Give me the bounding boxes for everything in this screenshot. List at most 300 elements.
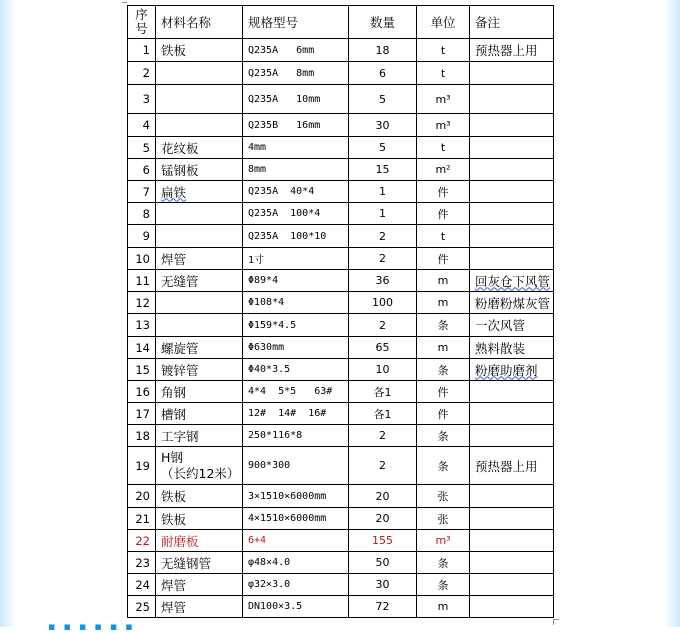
- row-quantity: [349, 225, 417, 248]
- row-serial-number: [128, 381, 156, 403]
- row-remarks: [470, 447, 554, 485]
- row-spec: [243, 596, 349, 618]
- row-serial-number-text: 13: [135, 318, 150, 332]
- row-unit: [417, 359, 470, 381]
- row-quantity: [349, 203, 417, 225]
- row-material-name: [156, 403, 243, 425]
- row-serial-number: [128, 359, 156, 381]
- row-spec: [243, 359, 349, 381]
- row-spec-text: 4*4 5*5 63#: [248, 386, 333, 397]
- row-quantity-text: 155: [372, 534, 393, 547]
- row-spec: [243, 530, 349, 552]
- table-row: [128, 552, 554, 574]
- header-remarks: 备注: [470, 6, 554, 39]
- row-unit: [417, 62, 470, 85]
- row-unit-text: m: [437, 341, 449, 354]
- table-row: [128, 225, 554, 248]
- row-remarks: [470, 337, 554, 359]
- row-serial-number: [128, 39, 156, 62]
- row-spec: [243, 485, 349, 508]
- row-material-name-text: 铁板: [161, 489, 187, 504]
- row-material-name: [156, 292, 243, 314]
- row-quantity-text: 10: [375, 363, 390, 376]
- row-material-name-text: 焊管: [161, 577, 187, 593]
- row-spec: [243, 314, 349, 337]
- row-spec: [243, 85, 349, 114]
- row-material-name: [156, 270, 243, 292]
- row-serial-number-text: 18: [135, 428, 150, 443]
- header-unit: 单位: [417, 6, 470, 39]
- row-quantity: [349, 114, 417, 137]
- row-quantity: [349, 181, 417, 203]
- row-material-name: [156, 359, 243, 381]
- row-remarks-text: 粉磨粉煤灰管: [475, 295, 551, 311]
- row-unit: [417, 425, 470, 447]
- row-serial-number-text: 15: [135, 362, 150, 377]
- header-spec: 规格型号: [243, 6, 349, 39]
- page-edge-right: [664, 0, 680, 627]
- table-row: [128, 62, 554, 85]
- row-spec-text: Φ89*4: [248, 275, 279, 286]
- row-material-name-text: 锰钢板: [161, 162, 199, 178]
- row-spec: [243, 381, 349, 403]
- row-unit-text: t: [440, 229, 446, 243]
- row-serial-number-text: 14: [135, 340, 150, 355]
- row-material-name: [156, 225, 243, 248]
- row-unit: [417, 314, 470, 337]
- row-unit-text: m³: [435, 534, 451, 547]
- row-spec-text: 8mm: [248, 164, 267, 175]
- row-unit: [417, 85, 470, 114]
- material-name-line1: H钢: [161, 449, 183, 465]
- table-row: [128, 314, 554, 337]
- row-quantity: [349, 574, 417, 596]
- table-row: [128, 39, 554, 62]
- row-serial-number: [128, 403, 156, 425]
- row-serial-number-text: 4: [142, 118, 150, 132]
- row-remarks: [470, 574, 554, 596]
- row-spec-text: 900*300: [248, 460, 291, 471]
- row-remarks: [470, 403, 554, 425]
- row-serial-number: [128, 530, 156, 552]
- row-serial-number-text: 7: [142, 184, 150, 199]
- row-quantity: [349, 159, 417, 181]
- row-spec-text: Q235A 6mm: [248, 44, 315, 56]
- row-unit: [417, 337, 470, 359]
- row-serial-number: [128, 574, 156, 596]
- row-spec: [243, 181, 349, 203]
- row-quantity-text: 5: [379, 92, 386, 106]
- table-row: [128, 530, 554, 552]
- row-quantity-text: 36: [375, 274, 390, 287]
- row-quantity-text: 18: [375, 43, 390, 57]
- row-unit: [417, 530, 470, 552]
- row-material-name: [156, 574, 243, 596]
- row-remarks-text: 预热器上用: [475, 458, 538, 474]
- row-quantity: [349, 248, 417, 270]
- row-remarks: [470, 508, 554, 530]
- row-material-name-text: 铁板: [161, 43, 187, 58]
- row-quantity: [349, 39, 417, 62]
- row-remarks: [470, 596, 554, 618]
- row-quantity: [349, 381, 417, 403]
- row-unit-text: t: [440, 43, 446, 57]
- row-spec: [243, 159, 349, 181]
- row-quantity-text: 2: [379, 318, 386, 332]
- row-serial-number-text: 21: [135, 511, 150, 526]
- row-spec-text: Q235A 100*10: [248, 230, 327, 242]
- row-spec-text: 3×1510×6000mm: [248, 490, 327, 502]
- row-serial-number: [128, 552, 156, 574]
- row-material-name: [156, 425, 243, 447]
- row-unit: [417, 508, 470, 530]
- row-remarks: [470, 181, 554, 203]
- row-serial-number-text: 23: [135, 555, 150, 570]
- row-spec: [243, 574, 349, 596]
- table-row: [128, 292, 554, 314]
- row-unit-text: t: [440, 66, 446, 80]
- row-remarks-text: 预热器上用: [475, 43, 538, 58]
- row-serial-number: [128, 114, 156, 137]
- row-material-name: [156, 62, 243, 85]
- row-serial-number-text: 5: [142, 140, 150, 155]
- row-unit-text: 件: [437, 252, 449, 266]
- row-spec-text: 6+4: [248, 535, 267, 546]
- row-serial-number-text: 9: [142, 229, 150, 243]
- row-unit-text: m²: [435, 163, 451, 176]
- table-row: [128, 337, 554, 359]
- table-body: [128, 39, 554, 618]
- row-remarks: [470, 359, 554, 381]
- row-serial-number-text: 11: [135, 273, 150, 288]
- row-remarks-text: 熟料散装: [475, 340, 526, 356]
- row-unit: [417, 270, 470, 292]
- row-remarks: [470, 62, 554, 85]
- row-quantity: [349, 403, 417, 425]
- row-quantity: [349, 530, 417, 552]
- row-quantity-text: 各1: [373, 385, 392, 399]
- row-unit: [417, 137, 470, 159]
- header-serial-number: [128, 6, 156, 39]
- row-unit: [417, 181, 470, 203]
- row-serial-number-text: 16: [135, 384, 150, 399]
- row-serial-number-text: 6: [142, 162, 150, 177]
- row-unit-text: 件: [437, 207, 449, 221]
- row-remarks-text: 一次风管: [475, 318, 526, 333]
- row-quantity-text: 15: [375, 163, 390, 176]
- row-spec: [243, 248, 349, 270]
- row-unit: [417, 574, 470, 596]
- row-serial-number: [128, 485, 156, 508]
- row-quantity-text: 65: [375, 341, 390, 354]
- row-unit: [417, 203, 470, 225]
- row-material-name-text: 工字钢: [161, 428, 199, 444]
- row-serial-number: [128, 337, 156, 359]
- row-unit-text: m: [437, 274, 449, 287]
- row-unit: [417, 381, 470, 403]
- row-remarks: [470, 485, 554, 508]
- row-unit-text: 件: [437, 185, 449, 199]
- row-quantity-text: 5: [379, 141, 386, 154]
- row-material-name: [156, 314, 243, 337]
- row-unit: [417, 225, 470, 248]
- row-spec-text: 12# 14# 16#: [248, 408, 327, 419]
- row-spec-text: Q235A 40*4: [248, 186, 315, 197]
- row-quantity-text: 50: [375, 556, 390, 569]
- row-remarks: [470, 203, 554, 225]
- row-material-name: [156, 552, 243, 574]
- row-serial-number-text: 19: [135, 458, 150, 473]
- row-serial-number: [128, 447, 156, 485]
- row-spec-text: 4mm: [248, 142, 267, 153]
- row-material-name-text: 花纹板: [161, 140, 199, 156]
- row-quantity-text: 2: [379, 429, 386, 442]
- row-spec: [243, 62, 349, 85]
- row-material-name-text: 扁铁: [161, 184, 187, 200]
- row-unit-text: 张: [437, 512, 449, 526]
- table-row: [128, 270, 554, 292]
- row-material-name: [156, 485, 243, 508]
- row-serial-number: [128, 314, 156, 337]
- row-unit-text: 条: [437, 363, 449, 377]
- table-corner-mark: [553, 619, 559, 625]
- row-spec-text: Q235B 16mm: [248, 119, 321, 131]
- row-quantity: [349, 596, 417, 618]
- row-quantity-text: 2: [379, 252, 386, 265]
- header-material-name: 材料名称: [156, 6, 243, 39]
- row-spec-text: DN100×3.5: [248, 601, 303, 612]
- row-remarks: [470, 381, 554, 403]
- row-material-name: [156, 114, 243, 137]
- row-quantity: [349, 270, 417, 292]
- row-spec: [243, 292, 349, 314]
- row-serial-number: [128, 62, 156, 85]
- row-unit-text: 条: [437, 459, 449, 473]
- row-unit: [417, 552, 470, 574]
- row-unit-text: m: [437, 296, 449, 309]
- row-remarks: [470, 530, 554, 552]
- row-remarks: [470, 248, 554, 270]
- row-spec: [243, 203, 349, 225]
- page-edge-left: [0, 0, 16, 627]
- row-spec: [243, 137, 349, 159]
- row-remarks: [470, 425, 554, 447]
- table-row: [128, 248, 554, 270]
- cutoff-link-text: ▪▪▪▪▪▪: [48, 620, 141, 633]
- row-remarks: [470, 39, 554, 62]
- row-serial-number-text: 3: [142, 92, 150, 106]
- row-quantity: [349, 137, 417, 159]
- row-unit-text: 条: [437, 578, 449, 592]
- row-material-name: [156, 181, 243, 203]
- row-quantity-text: 各1: [373, 407, 392, 421]
- row-material-name: [156, 596, 243, 618]
- header-quantity: 数量: [349, 6, 417, 39]
- row-unit-text: t: [440, 141, 446, 154]
- row-material-name-text: 耐磨板: [161, 533, 199, 549]
- row-serial-number: [128, 508, 156, 530]
- row-spec-text: Φ40*3.5: [248, 364, 291, 375]
- row-material-name-text: 螺旋管: [161, 340, 199, 356]
- row-remarks: [470, 85, 554, 114]
- table-row: [128, 425, 554, 447]
- row-unit: [417, 114, 470, 137]
- row-serial-number: [128, 270, 156, 292]
- row-serial-number-text: 25: [135, 599, 150, 614]
- row-remarks-text: 粉磨助磨剂: [475, 362, 538, 378]
- row-spec: [243, 508, 349, 530]
- row-serial-number: [128, 137, 156, 159]
- table-row: [128, 159, 554, 181]
- table-row: [128, 181, 554, 203]
- row-unit: [417, 485, 470, 508]
- row-remarks: [470, 114, 554, 137]
- row-material-name-text: 角钢: [161, 384, 187, 400]
- row-serial-number-text: 10: [135, 251, 150, 266]
- row-spec: [243, 552, 349, 574]
- row-material-name: [156, 85, 243, 114]
- row-serial-number: [128, 425, 156, 447]
- row-quantity: [349, 337, 417, 359]
- row-quantity-text: 72: [375, 600, 390, 613]
- row-unit-text: 条: [437, 319, 449, 332]
- table-row: [128, 403, 554, 425]
- header-serial-line2: 号: [135, 21, 148, 36]
- row-quantity: [349, 85, 417, 114]
- row-spec: [243, 403, 349, 425]
- row-material-name-text: 镀锌管: [161, 362, 199, 378]
- row-quantity-text: 1: [379, 185, 386, 198]
- row-serial-number-text: 2: [142, 66, 150, 80]
- row-spec-text: Q235A 100*4: [248, 208, 321, 219]
- row-spec-text: φ48×4.0: [248, 557, 291, 568]
- row-unit: [417, 39, 470, 62]
- table-row: [128, 574, 554, 596]
- row-material-name-text: 焊管: [161, 599, 187, 615]
- table-row: [128, 485, 554, 508]
- row-quantity-text: 30: [375, 578, 390, 591]
- table-row: [128, 508, 554, 530]
- row-quantity: [349, 425, 417, 447]
- row-unit-text: m: [437, 600, 449, 613]
- table-row: [128, 85, 554, 114]
- row-quantity: [349, 292, 417, 314]
- row-spec-text: Φ159*4.5: [248, 319, 297, 331]
- row-remarks: [470, 552, 554, 574]
- row-unit: [417, 248, 470, 270]
- table-row: [128, 137, 554, 159]
- row-serial-number-text: 1: [142, 43, 150, 57]
- row-remarks-text: 回灰仓下风管: [475, 273, 551, 289]
- row-unit: [417, 292, 470, 314]
- row-spec-text: 250*116*8: [248, 430, 303, 441]
- row-unit: [417, 596, 470, 618]
- header-serial-line1: 序: [135, 7, 148, 22]
- row-material-name-text: 铁板: [161, 511, 187, 527]
- row-spec: [243, 447, 349, 485]
- row-serial-number: [128, 203, 156, 225]
- row-remarks: [470, 270, 554, 292]
- row-serial-number: [128, 248, 156, 270]
- table-row: [128, 203, 554, 225]
- row-quantity-text: 30: [375, 118, 390, 132]
- row-unit-text: 条: [437, 429, 449, 443]
- row-unit-text: m³: [435, 92, 451, 106]
- row-quantity: [349, 552, 417, 574]
- row-material-name: [156, 337, 243, 359]
- row-material-name-text: 无缝管: [161, 273, 199, 289]
- row-quantity: [349, 359, 417, 381]
- table-row: [128, 596, 554, 618]
- row-serial-number-text: 12: [135, 295, 150, 310]
- row-serial-number: [128, 159, 156, 181]
- material-name-line2: （长约12米）: [161, 465, 240, 481]
- row-quantity-text: 100: [372, 296, 393, 309]
- row-quantity: [349, 508, 417, 530]
- row-spec-text: φ32×3.0: [248, 579, 291, 590]
- materials-table: [127, 5, 554, 618]
- row-serial-number: [128, 225, 156, 248]
- row-spec-text: 4×1510×6000mm: [248, 513, 327, 524]
- row-material-name: [156, 137, 243, 159]
- table-row: [128, 114, 554, 137]
- row-unit-text: m³: [435, 118, 451, 132]
- table-header-row: [128, 6, 554, 39]
- row-material-name: [156, 530, 243, 552]
- row-spec: [243, 425, 349, 447]
- row-spec-text: Q235A 10mm: [248, 93, 321, 105]
- row-quantity: [349, 314, 417, 337]
- row-material-name-text: 焊管: [161, 251, 187, 267]
- row-serial-number-text: 20: [135, 489, 150, 503]
- row-quantity-text: 1: [379, 207, 386, 220]
- row-quantity-text: 20: [375, 512, 390, 525]
- row-quantity: [349, 485, 417, 508]
- row-serial-number: [128, 596, 156, 618]
- row-serial-number-text: 22: [135, 533, 150, 548]
- row-spec: [243, 337, 349, 359]
- row-unit-text: 张: [437, 490, 449, 503]
- row-remarks: [470, 137, 554, 159]
- row-remarks: [470, 292, 554, 314]
- row-material-name: [156, 248, 243, 270]
- table-row: [128, 447, 554, 485]
- row-serial-number: [128, 85, 156, 114]
- row-material-name-text: 无缝钢管: [161, 555, 212, 571]
- row-spec: [243, 114, 349, 137]
- row-spec-text: Φ630mm: [248, 342, 285, 353]
- row-material-name: [156, 39, 243, 62]
- row-spec-text: 1寸: [248, 255, 265, 266]
- row-spec-text: Q235A 8mm: [248, 67, 315, 79]
- row-material-name: [156, 381, 243, 403]
- row-quantity-text: 2: [379, 459, 386, 472]
- row-quantity-text: 2: [379, 229, 386, 243]
- table-row: [128, 359, 554, 381]
- row-remarks: [470, 159, 554, 181]
- row-unit: [417, 447, 470, 485]
- row-remarks: [470, 314, 554, 337]
- row-quantity: [349, 447, 417, 485]
- row-unit-text: 件: [437, 385, 449, 399]
- row-quantity: [349, 62, 417, 85]
- row-material-name: [156, 159, 243, 181]
- row-material-name: [156, 447, 243, 485]
- row-unit-text: 件: [437, 407, 449, 421]
- row-material-name: [156, 203, 243, 225]
- row-spec-text: Φ108*4: [248, 297, 285, 308]
- row-spec: [243, 39, 349, 62]
